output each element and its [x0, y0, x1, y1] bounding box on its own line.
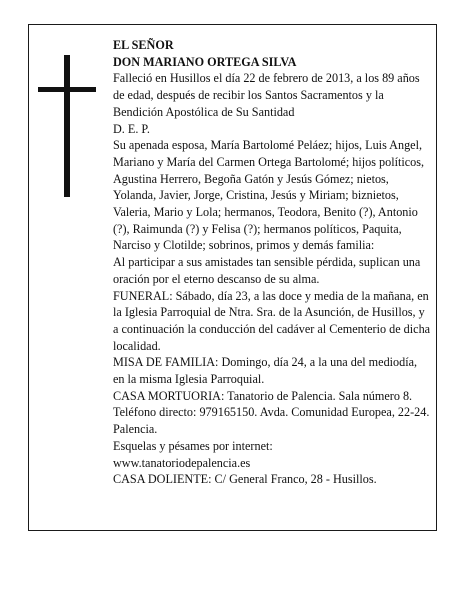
funeral-details: FUNERAL: Sábado, día 23, a las doce y media de la mañana, en la Iglesia Parroquial de Ntra. Sra. de la Asunción, de Husillos, y a continuación la conducción del cadáver al Cementerio de dicha localidad.	[113, 288, 431, 353]
cross-vertical-bar	[64, 55, 70, 197]
cross-horizontal-bar	[38, 87, 96, 92]
family-list: Su apenada esposa, María Bartolomé Peláez; hijos, Luis Angel, Mariano y María del Carmen Ortega Bartolomé; hijos políticos, Agustina Herrero, Begoña Gatón y Jesús Gómez; nietos, Yolanda, Javier, Jorge, Cristina, Jesús y Miriam; biznietos, Valeria, Mario y Lola; hermanos, Teodora, Benito (?), Antonio (?), Raimunda (?) y Felisa (?); hermanos políticos, Paquita, Narciso y Clotilde; sobrinos, primos y demás familia:	[113, 138, 425, 253]
mourning-house-details: CASA DOLIENTE: C/ General Franco, 28 - Husillos.	[113, 472, 377, 487]
obituary-text	[113, 37, 431, 488]
mortuary-details: CASA MORTUORIA: Tanatorio de Palencia. Sala número 8. Teléfono directo: 979165150. Avda. Comunidad Europea, 22-24. Palencia.	[113, 388, 430, 437]
family-mass-details: MISA DE FAMILIA: Domingo, día 24, a la una del mediodía, en la misma Iglesia Parroquial.	[113, 355, 418, 387]
heading-title: EL SEÑOR	[113, 38, 174, 52]
cross-icon	[38, 55, 96, 197]
online-url[interactable]: www.tanatoriodepalencia.es	[113, 455, 251, 470]
rip-line: D. E. P.	[113, 121, 150, 136]
prayer-request: Al participar a sus amistades tan sensible pérdida, suplican una oración por el eterno descanso de su alma.	[113, 255, 421, 286]
online-label: Esquelas y pésames por internet:	[113, 438, 273, 453]
deceased-name: DON MARIANO ORTEGA SILVA	[113, 54, 297, 69]
death-announcement: Falleció en Husillos el día 22 de febrero de 2013, a los 89 años de edad, después de recibir los Santos Sacramentos y la Bendición Apostólica de Su Santidad	[113, 71, 420, 119]
